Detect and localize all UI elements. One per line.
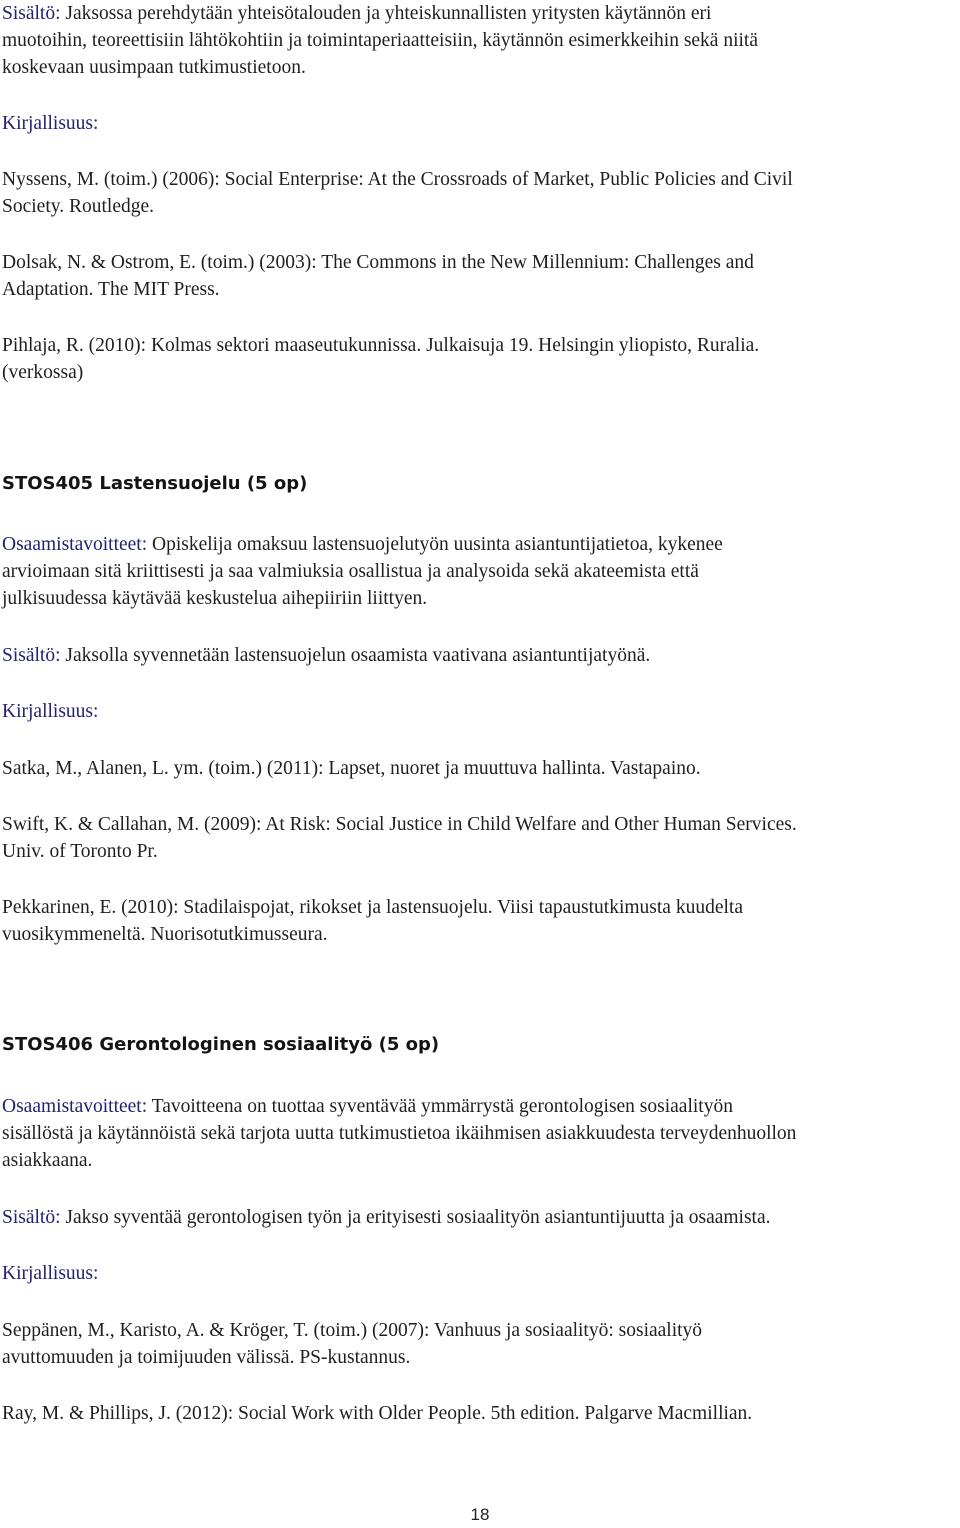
course-heading-stos405: STOS405 Lastensuojelu (5 op) — [2, 473, 308, 494]
osaamistavoitteet-label: Osaamistavoitteet: — [2, 1096, 148, 1117]
reference-item: Ray, M. & Phillips, J. (2012): Social Work with Older People. 5th edition. Palgarve Macmillian. — [2, 1403, 753, 1424]
reference-item: Pekkarinen, E. (2010): Stadilaispojat, rikokset ja lastensuojelu. Viisi tapaustutkimusta kuudelta vuosikymmeneltä. Nuorisotutkimusseura. — [2, 897, 743, 945]
prev-sisalto-text-line: koskevaan uusimpaan tutkimustietoon. — [2, 57, 306, 78]
osaamistavoitteet-label: Osaamistavoitteet: — [2, 534, 148, 555]
stos405-osaamistavoitteet-paragraph: Osaamistavoitteet: Opiskelija omaksuu lastensuojelutyön uusinta asiantuntijatietoa, kykenee arvioimaan sitä kriittisesti ja saa valmiuksia osallistua ja analysoida sekä akateemista että julkisuudessa käytävää keskustelua aihepiiriin liittyen. — [2, 534, 723, 609]
reference-item: Swift, K. & Callahan, M. (2009): At Risk: Social Justice in Child Welfare and Other Human Services. Univ. of Toronto Pr. — [2, 814, 797, 862]
sisalto-label: Sisältö: — [2, 645, 61, 666]
stos406-kirjallisuus-label: Kirjallisuus: — [2, 1263, 99, 1284]
prev-sisalto-text-line: muotoihin, teoreettisiin lähtökohtiin ja toimintaperiaatteisiin, käytännön esimerkkeihin sekä niitä — [2, 30, 758, 51]
stos405-sisalto-paragraph: Sisältö: Jaksolla syvennetään lastensuojelun osaamista vaativana asiantuntijatyönä. — [2, 645, 651, 666]
prev-sisalto-text-line: Jaksossa perehdytään yhteisötalouden ja yhteiskunnallisten yritysten käytännön eri — [60, 3, 712, 24]
prev-kirjallisuus-label: Kirjallisuus: — [2, 113, 99, 134]
reference-item: Pihlaja, R. (2010): Kolmas sektori maaseutukunnissa. Julkaisuja 19. Helsingin yliopisto, Ruralia. (verkossa) — [2, 335, 760, 383]
course-heading-stos406: STOS406 Gerontologinen sosiaalityö (5 op) — [2, 1034, 440, 1055]
prev-sisalto-paragraph — [2, 0, 958, 81]
reference-item: Dolsak, N. & Ostrom, E. (toim.) (2003): The Commons in the New Millennium: Challenges and Adaptation. The MIT Press. — [2, 252, 754, 300]
stos405-kirjallisuus-label: Kirjallisuus: — [2, 701, 99, 722]
reference-item: Satka, M., Alanen, L. ym. (toim.) (2011): Lapset, nuoret ja muuttuva hallinta. Vastapaino. — [2, 758, 701, 779]
sisalto-label: Sisältö: — [2, 1207, 61, 1228]
page-number: 18 — [470, 1505, 490, 1524]
sisalto-label: Sisältö: — [2, 3, 61, 24]
reference-item: Seppänen, M., Karisto, A. & Kröger, T. (toim.) (2007): Vanhuus ja sosiaalityö: sosiaalityö avuttomuuden ja toimijuuden välissä. PS-kustannus. — [2, 1320, 703, 1368]
stos406-sisalto-paragraph: Sisältö: Jakso syventää gerontologisen työn ja erityisesti sosiaalityön asiantuntijuutta ja osaamista. — [2, 1207, 771, 1228]
stos406-osaamistavoitteet-paragraph: Osaamistavoitteet: Tavoitteena on tuottaa syventävää ymmärrystä gerontologisen sosiaalityön sisällöstä ja käytännöistä sekä tarjota uutta tutkimustietoa ikäihmisen asiakkuudesta terveydenhuollon asiakkaana. — [2, 1096, 797, 1171]
reference-item: Nyssens, M. (toim.) (2006): Social Enterprise: At the Crossroads of Market, Public Policies and Civil Society. Routledge. — [2, 169, 793, 217]
